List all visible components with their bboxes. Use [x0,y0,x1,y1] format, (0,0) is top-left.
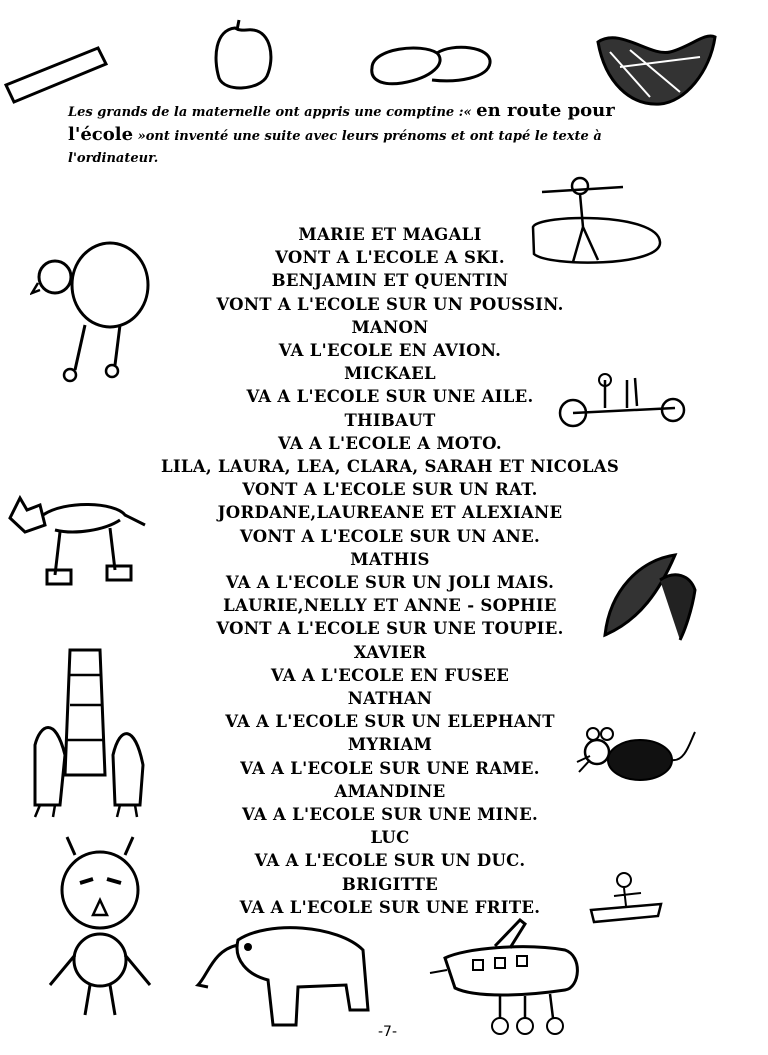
elephant-drawing [188,915,388,1045]
poem-line: THIBAUT [344,410,436,430]
poem-line: VONT A L'ECOLE A SKI. [275,248,505,268]
chick-drawing [30,235,160,385]
poem-line: MICKAEL [344,364,436,384]
poem-line: MANON [351,317,429,337]
intro-text-2: »ont inventé une suite avec leurs prénoms et ont tapé le texte à l'ordinateur. [68,129,602,166]
poem-line: NATHAN [347,689,433,709]
poem-line: MATHIS [350,549,430,569]
poem-line: LUC [370,828,410,848]
poem-line: VA A L'ECOLE SUR UN ELEPHANT [225,712,555,732]
poem-line: VA A L'ECOLE A MOTO. [278,433,502,453]
poem-line: AMANDINE [334,781,446,801]
poem-line: LILA, LAURA, LEA, CLARA, SARAH ET NICOLAS [160,457,620,477]
poem-line: VA A L'ECOLE SUR UNE AILE. [246,387,534,407]
poem-line: LAURIE,NELLY ET ANNE - SOPHIE [223,596,557,616]
skier-drawing [528,172,668,282]
poem [120,223,660,919]
intro-paragraph [68,100,648,170]
rocket-drawing [25,645,150,820]
ski-drawing [0,40,110,110]
poem-line: VA A L'ECOLE SUR UN JOLI MAIS. [225,573,555,593]
skateboard-drawing [362,38,502,93]
intro-title-a: en route pour [476,100,615,121]
page-number: -7- [378,1024,398,1040]
poem-line: VA A L'ECOLE SUR UNE MINE. [241,805,538,825]
poem-line: JORDANE,LAUREANE ET ALEXIANE [217,503,563,523]
wing-drawing [590,22,720,112]
fries-rider-drawing [586,868,666,928]
poem-line: VA A L'ECOLE SUR UN DUC. [254,851,526,871]
rat-drawing [575,722,705,792]
poem-line: VONT A L'ECOLE SUR UN ANE. [239,526,541,546]
poem-line: BRIGITTE [341,874,439,894]
poem-line: BENJAMIN ET QUENTIN [271,271,509,291]
motorbike-drawing [555,368,690,433]
donkey-drawing [5,490,155,590]
intro-text-1: Les grands de la maternelle ont appris une comptine :« [68,105,477,120]
owl-drawing [45,835,155,1020]
airplane-drawing [425,918,585,1043]
poem-line: MARIE ET MAGALI [298,225,482,244]
poem-line: MYRIAM [347,735,433,755]
poem-line: VA A L'ECOLE SUR UNE FRITE. [239,897,541,917]
poem-line: VA L'ECOLE EN AVION. [278,341,502,361]
poem-line: VONT A L'ECOLE SUR UN POUSSIN. [216,294,564,314]
poem-line: XAVIER [353,642,427,662]
poem-line: VA A L'ECOLE EN FUSEE [270,665,510,685]
corn-drawing [600,550,700,650]
apple-drawing [205,18,285,98]
poem-line: VONT A L'ECOLE SUR UN RAT. [242,480,538,500]
poem-line: VONT A L'ECOLE SUR UNE TOUPIE. [216,619,564,639]
intro-title-b: l'école [68,124,134,145]
poem-line: VA A L'ECOLE SUR UNE RAME. [240,758,540,778]
